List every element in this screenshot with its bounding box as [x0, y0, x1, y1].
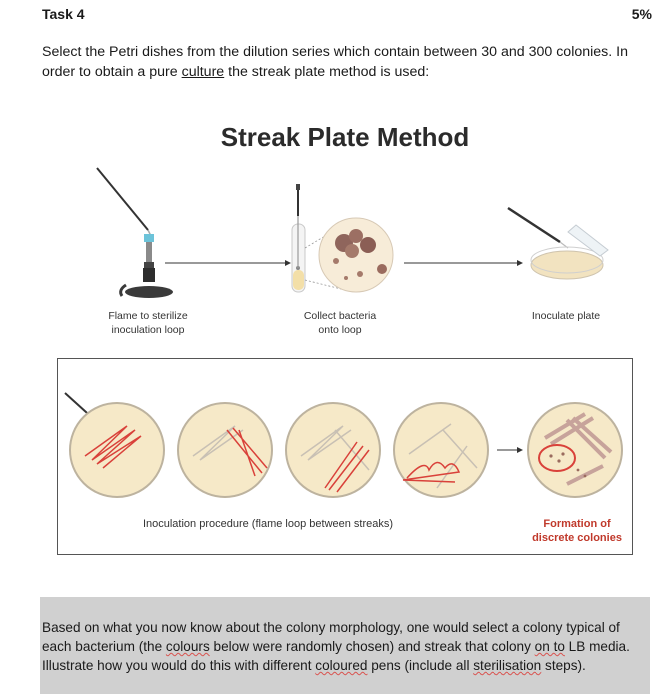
- task-weight: 5%: [631, 6, 652, 22]
- petri-plate-streak-2: [178, 403, 272, 497]
- petri-plate-result: [528, 403, 622, 497]
- instructions-underlined-word: culture: [181, 64, 225, 80]
- task-title: Task 4: [42, 6, 85, 22]
- bacteria-magnified-icon: [319, 218, 393, 292]
- bunsen-burner-icon: [97, 168, 173, 298]
- spellcheck-word: sterilisation: [473, 658, 542, 673]
- figure-title: Streak Plate Method: [220, 122, 470, 152]
- result-caption: Formation of discrete colonies: [532, 518, 622, 544]
- step-caption-collect: Collect bacteria onto loop: [303, 310, 377, 336]
- spellcheck-word: on to: [534, 639, 565, 654]
- instructions-paragraph: [42, 42, 657, 82]
- question-paragraph: Based on what you now know about the colony morphology, one would select a colony typical of each bacterium (the colours below were randomly chosen) and streak that colony on to LB media. Illustrate how you would do this with different coloured pens (include all sterilisation steps).: [42, 620, 630, 673]
- petri-plate-streak-1: [70, 403, 164, 497]
- step-caption-flame: Flame to sterilize inoculation loop: [108, 310, 188, 336]
- instructions-text-2: the streak plate method is used:: [224, 64, 430, 80]
- petri-plate-streak-3: [286, 403, 380, 497]
- spellcheck-word: coloured: [315, 658, 368, 673]
- streak-steps-illustration: [0, 150, 672, 310]
- instructions-text-1: Select the Petri dishes from the dilution series which contain between 30 and 300 colonies. In order to obtain a pure: [42, 44, 628, 80]
- petri-dish-inoculate-icon: [508, 208, 608, 279]
- spellcheck-word: colours: [165, 639, 210, 654]
- procedure-caption: Inoculation procedure (flame loop between streaks): [142, 518, 394, 530]
- petri-plate-streak-4: [394, 403, 488, 497]
- step-caption-inoculate: Inoculate plate: [531, 310, 601, 322]
